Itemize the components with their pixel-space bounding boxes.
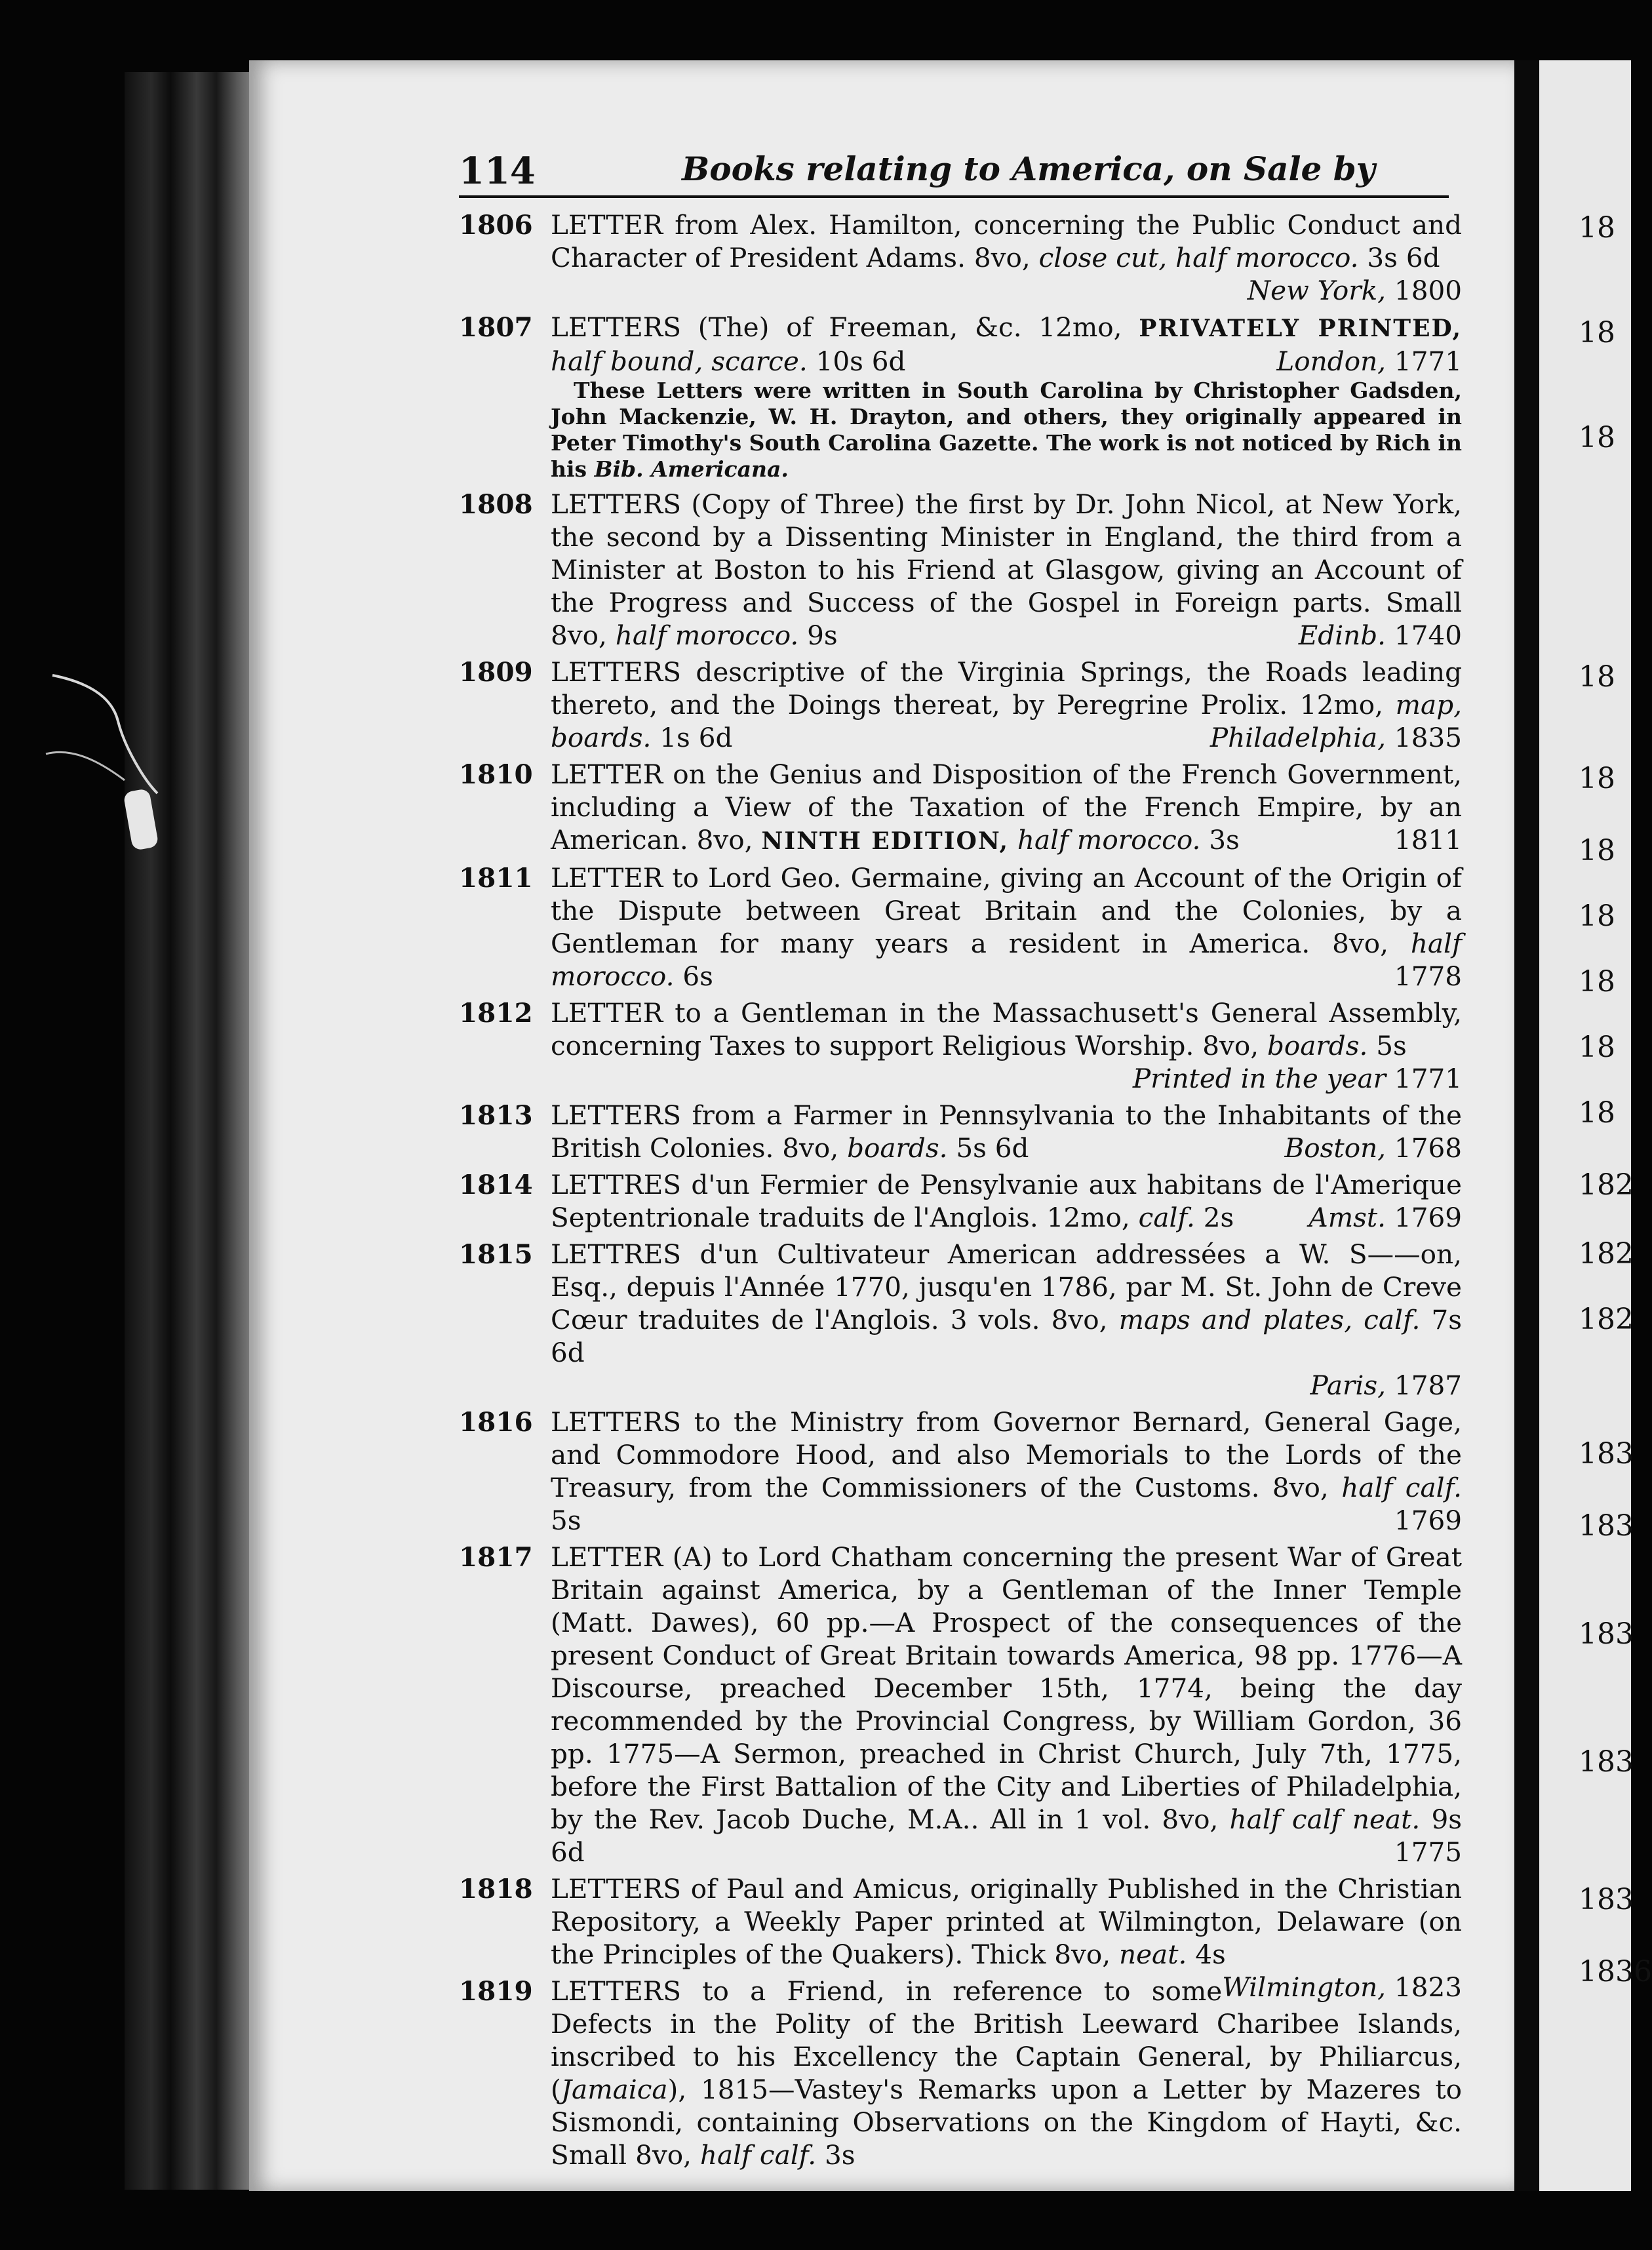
entry-number: 1807 [459, 311, 533, 343]
catalogue-entry [459, 758, 1462, 858]
entry-year: 1771 [1394, 345, 1462, 377]
note-reference: Bib. Americana. [594, 456, 789, 482]
entry-number: 1811 [459, 862, 533, 894]
entry-title: LETTER (A) to Lord Chatham concerning the present War of Great Britain against America, by a Gentleman of the Inner Temple (Matt. Dawes), 60 pp.—A Prospect of the consequences of the present Conduct of Great Britain towards America, 98 pp. 1776—A Discourse, preached December 15th, 1774, being the day recommended by the Provincial Congress, by William Gordon, 36 pp. 1775—A Sermon, preached in Christ Church, July 7th, 1775, before the First Battalion of the City and Liberties of Philadelphia, by the Rev. Jacob Duche, M.A.. All in 1 vol. 8vo, [551, 1541, 1462, 1835]
entry-imprint [551, 274, 1462, 307]
entry-number: 1819 [459, 1975, 533, 2007]
entry-price: 3s [824, 2139, 856, 2171]
entry-edition: PRIVATELY PRINTED, [1139, 315, 1462, 342]
entry-binding: half calf. [699, 2139, 817, 2171]
entry-year: 1775 [1394, 1836, 1462, 1868]
entry-binding: half calf neat. [1229, 1804, 1421, 1835]
entry-binding: boards. [1267, 1030, 1368, 1061]
margin-fragment: 182 [1579, 1168, 1634, 1202]
gutter-shadow [1514, 60, 1539, 2191]
entry-price: 9s [807, 620, 838, 651]
header-rule [459, 195, 1449, 198]
entry-binding: boards. [847, 1132, 948, 1164]
entry-year: 1800 [1394, 275, 1462, 306]
catalogue-listing [459, 208, 1462, 2171]
margin-fragment: 18 [1579, 899, 1615, 933]
entry-title: LETTRES d'un Fermier de Pensylvanie aux habitans de l'Amerique Septentrionale traduits de l'Anglois. 12mo, [551, 1169, 1462, 1233]
entry-year: 1823 [1394, 1971, 1462, 2003]
margin-fragment: 183 [1579, 1883, 1634, 1916]
running-head: Books relating to America, on Sale by [682, 149, 1375, 188]
entry-year: 1768 [1394, 1132, 1462, 1164]
entry-description [551, 1406, 1462, 1537]
entry-price: 5s [551, 1505, 581, 1536]
margin-fragment: 18 [1579, 762, 1615, 795]
entry-place: Printed in the year [1132, 1063, 1386, 1094]
entry-number: 1814 [459, 1169, 533, 1200]
margin-fragment: 1836 [1579, 1955, 1652, 1988]
catalogue-entry [459, 1238, 1462, 1402]
entry-year: 1835 [1394, 722, 1462, 753]
entry-title: LETTER to Lord Geo. Germaine, giving an Account of the Origin of the Dispute between Great Britain and the Colonies, by a Gentleman for many years a resident in America. 8vo, [551, 862, 1462, 959]
entry-price: 5s [1376, 1030, 1407, 1061]
margin-fragment: 183 [1579, 1437, 1634, 1470]
margin-fragment: 183 [1579, 1617, 1634, 1651]
entry-note [551, 378, 1462, 483]
entry-description [551, 1238, 1462, 1369]
entry-price: 3s [1209, 824, 1240, 856]
margin-fragment: 18 [1579, 421, 1615, 454]
entry-title: LETTERS from a Farmer in Pennsylvania to the Inhabitants of the British Colonies. 8vo, [551, 1099, 1462, 1164]
entry-place: Philadelphia, [1210, 722, 1386, 753]
catalogue-entry [459, 1541, 1462, 1868]
adjacent-page-edge [1539, 60, 1652, 2191]
entry-place: Boston, [1284, 1132, 1386, 1164]
entry-place: Paris, [1310, 1370, 1386, 1401]
catalogue-entry [459, 997, 1462, 1095]
entry-description [551, 1099, 1462, 1164]
entry-imprint [551, 1062, 1462, 1095]
entry-title: LETTERS descriptive of the Virginia Springs, the Roads leading thereto, and the Doings thereat, by Peregrine Prolix. 12mo, [551, 656, 1462, 720]
binding-edge [125, 72, 256, 2190]
entry-description [551, 311, 1462, 378]
entry-binding: map, boards. [551, 689, 1463, 753]
entry-title: LETTERS of Paul and Amicus, originally Published in the Christian Repository, a Weekly Paper printed at Wilmington, Delaware (on the Principles of the Quakers). Thick 8vo, [551, 1873, 1462, 1970]
entry-description [551, 861, 1462, 993]
entry-binding: half morocco. [551, 928, 1462, 992]
entry-binding: maps and plates, calf. [1118, 1304, 1421, 1335]
entry-price: 5s 6d [956, 1132, 1029, 1164]
entry-description [551, 1541, 1462, 1868]
entry-year: 1811 [1394, 824, 1462, 856]
entry-description [551, 1168, 1462, 1234]
entry-binding: half morocco. [615, 620, 799, 651]
margin-fragment: 18 [1579, 316, 1615, 349]
entry-number: 1815 [459, 1238, 533, 1270]
entry-price: 1s 6d [659, 722, 733, 753]
entry-price: 6s [682, 960, 713, 992]
entry-title: LETTER from Alex. Hamilton, concerning the Public Conduct and Character of President Adams. 8vo, [551, 209, 1462, 273]
entry-price: 10s 6d [816, 345, 906, 377]
entry-binding: calf. [1138, 1202, 1195, 1233]
entry-price: 2s [1203, 1202, 1234, 1233]
entry-description [551, 1975, 1462, 2171]
page-header [459, 149, 1449, 193]
entry-number: 1816 [459, 1406, 533, 1438]
entry-place: New York, [1247, 275, 1386, 306]
catalogue-entry [459, 1975, 1462, 2171]
entry-title: LETTRES d'un Cultivateur American addressées a W. S——on, Esq., depuis l'Année 1770, jusqu'en 1786, par M. St. John de Creve Cœur traduites de l'Anglois. 3 vols. 8vo, [551, 1238, 1462, 1335]
margin-fragment: 18 [1579, 1096, 1615, 1130]
catalogue-entry [459, 1168, 1462, 1234]
entry-title: LETTERS (Copy of Three) the first by Dr. John Nicol, at New York, the second by a Dissenting Minister in England, the third from a Minister at Boston to his Friend at Glasgow, giving an Account of the Progress and Success of the Gospel in Foreign parts. Small 8vo, [551, 488, 1462, 651]
catalogue-entry [459, 861, 1462, 993]
entry-description [551, 488, 1462, 652]
entry-number: 1812 [459, 997, 533, 1029]
margin-fragment: 182 [1579, 1237, 1634, 1271]
entry-description [551, 656, 1462, 754]
catalogue-entry [459, 656, 1462, 754]
catalogue-entry [459, 488, 1462, 652]
entry-place: Edinb. [1298, 620, 1386, 651]
entry-title: LETTER to a Gentleman in the Massachusett's General Assembly, concerning Taxes to support Religious Worship. 8vo, [551, 997, 1462, 1061]
page-number: 114 [459, 149, 536, 193]
catalogue-entry [459, 208, 1462, 307]
entry-number: 1813 [459, 1099, 533, 1131]
bookmark-thread [46, 669, 177, 878]
entry-title: LETTER on the Genius and Disposition of the French Government, including a View of the Taxation of the French Empire, by an American. 8vo, [551, 759, 1462, 856]
entry-edition: NINTH EDITION, [761, 827, 1009, 855]
entry-price: 3s 6d [1367, 242, 1440, 273]
entry-title: LETTERS (The) of Freeman, &c. 12mo, [551, 311, 1122, 343]
entry-description [551, 758, 1462, 858]
margin-fragment: 18 [1579, 965, 1615, 998]
entry-place: Wilmington, [1222, 1971, 1386, 2003]
entry-description [551, 208, 1462, 274]
entry-place: Amst. [1308, 1202, 1386, 1233]
entry-binding: neat. [1119, 1939, 1187, 1970]
entry-title-continued: ), 1815—Vastey's Remarks upon a Letter by Mazeres to Sismondi, containing Observations on the Kingdom of Hayti, &c. Small 8vo, [551, 2074, 1462, 2171]
entry-year: 1740 [1394, 620, 1462, 651]
margin-fragment: 18 [1579, 211, 1615, 245]
entry-number: 1818 [459, 1873, 533, 1905]
entry-year: 1787 [1394, 1370, 1462, 1401]
entry-price: 9s 6d [551, 1804, 1462, 1868]
entry-description [551, 1872, 1462, 2003]
entry-number: 1817 [459, 1541, 533, 1573]
entry-place: London, [1276, 345, 1386, 377]
entry-description [551, 997, 1462, 1062]
entry-binding: half morocco. [1017, 824, 1201, 856]
margin-fragment: 18 [1579, 834, 1615, 867]
entry-title: LETTERS to a Friend, in reference to some Defects in the Polity of the British Leeward Charibee Islands, inscribed to his Excellency the Captain General, by Philiarcus, ( [551, 1975, 1462, 2105]
entry-title-italic: Jamaica [560, 2074, 668, 2105]
entry-year: 1771 [1394, 1063, 1462, 1094]
entry-title: LETTERS to the Ministry from Governor Bernard, General Gage, and Commodore Hood, and also Memorials to the Lords of the Treasury, from the Commissioners of the Customs. 8vo, [551, 1406, 1462, 1503]
entry-number: 1810 [459, 759, 533, 790]
catalogue-entry [459, 311, 1462, 483]
entry-number: 1809 [459, 656, 533, 688]
entry-price: 4s [1195, 1939, 1226, 1970]
entry-year: 1769 [1394, 1505, 1462, 1536]
catalogue-entry [459, 1099, 1462, 1164]
margin-fragment: 18 [1579, 1031, 1615, 1064]
entry-number: 1808 [459, 488, 533, 520]
catalogue-entry [459, 1406, 1462, 1537]
entry-price: 7s 6d [551, 1304, 1463, 1368]
entry-binding: half calf. [1341, 1472, 1462, 1503]
entry-year: 1778 [1394, 960, 1462, 992]
margin-fragment: 183 [1579, 1509, 1634, 1543]
entry-imprint [551, 1369, 1462, 1402]
entry-binding: half bound, scarce. [551, 345, 808, 377]
margin-fragment: 18 [1579, 660, 1615, 694]
entry-binding: close cut, half morocco. [1038, 242, 1359, 273]
entry-year: 1769 [1394, 1202, 1462, 1233]
margin-fragment: 183 [1579, 1745, 1634, 1779]
note-text: These Letters were written in South Carolina by Christopher Gadsden, John Mackenzie, W. H. Drayton, and others, they originally appeared in Peter Timothy's South Carolina Gazette. The work is not noticed by Rich in his [551, 378, 1462, 482]
margin-fragment: 182 [1579, 1303, 1634, 1336]
entry-number: 1806 [459, 209, 533, 241]
